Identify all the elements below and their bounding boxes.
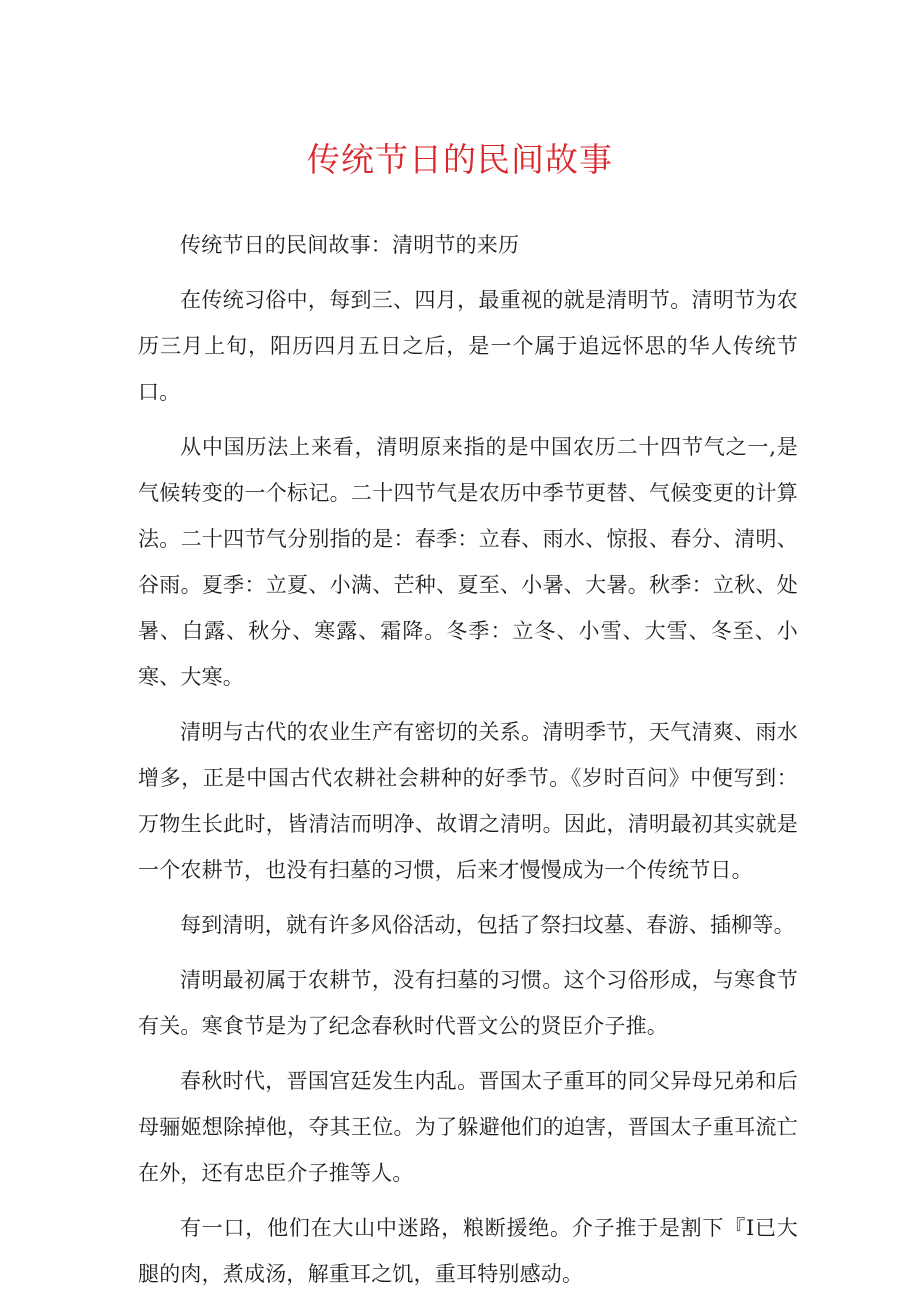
body-paragraph: 在传统习俗中，每到三、四月，最重视的就是清明节。清明节为农历三月上旬，阳历四月五日之后，是一个属于追远怀思的华人传统节口。 [138,288,798,404]
body-paragraph: 有一口，他们在大山中迷路，粮断援绝。介子推于是割下『I已大腿的肉，煮成汤，解重耳之饥，重耳特别感动。 [138,1216,798,1286]
body-paragraph: 春秋时代，晋国宫廷发生内乱。晋国太子重耳的同父异母兄弟和后母骊姬想除掉他，夺其王位。为了躲避他们的迫害，晋国太子重耳流亡在外，还有忠臣介子推等人。 [138,1069,798,1185]
document-title: 传统节日的民间故事 [307,140,613,179]
body-paragraph: 清明最初属于农耕节，没有扫墓的习惯。这个习俗形成，与寒食节有关。寒食节是为了纪念春秋时代晋文公的贤臣介子推。 [138,968,798,1038]
body-paragraph: 从中国历法上来看，清明原来指的是中国农历二十四节气之一,是气候转变的一个标记。二十四节气是农历中季节更替、气候变更的计算法。二十四节气分别指的是：春季：立春、雨水、惊报、春分、清明、谷雨。夏季：立夏、小满、芒种、夏至、小暑、大暑。秋季：立秋、处暑、白露、秋分、寒露、霜降。冬季：立冬、小雪、大雪、冬至、小寒、大寒。 [138,435,798,689]
subtitle-paragraph: 传统节日的民间故事：清明节的来历 [180,233,520,257]
body-paragraph: 清明与古代的农业生产有密切的关系。清明季节，天气清爽、雨水增多，正是中国古代农耕社会耕种的好季节。《岁时百问》中便写到：万物生长此时，皆清洁而明净、故谓之清明。因此，清明最初其实就是一个农耕节，也没有扫墓的习惯，后来才慢慢成为一个传统节日。 [138,720,798,882]
body-paragraph: 每到清明，就有许多风俗活动，包括了祭扫坟墓、春游、插柳等。 [180,913,795,937]
document-body [138,222,798,1306]
